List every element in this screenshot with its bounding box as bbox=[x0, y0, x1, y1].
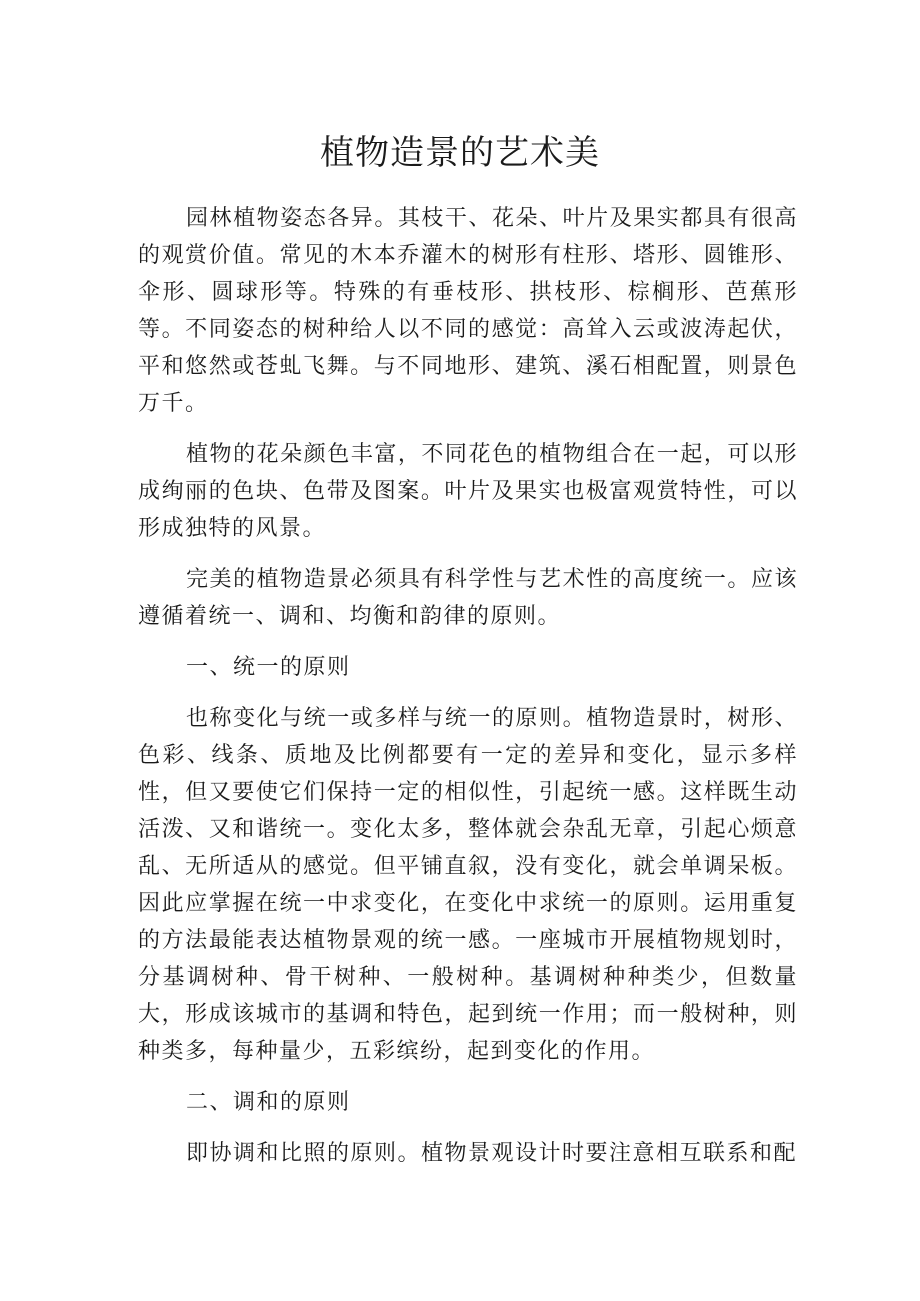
document-title: 植物造景的艺术美 bbox=[320, 133, 600, 173]
paragraph-colors: 植物的花朵颜色丰富，不同花色的植物组合在一起，可以形成绚丽的色块、色带及图案。叶片及果实也极富观赏特性，可以形成独特的风景。 bbox=[138, 442, 798, 541]
paragraph-intro-forms: 园林植物姿态各异。其枝干、花朵、叶片及果实都具有很高的观赏价值。常见的木本乔灌木的树形有柱形、塔形、圆锥形、伞形、圆球形等。特殊的有垂枝形、拱枝形、棕榈形、芭蕉形等。不同姿态的树种给人以不同的感觉：高耸入云或波涛起伏，平和悠然或苍虬飞舞。与不同地形、建筑、溪石相配置，则景色万千。 bbox=[138, 206, 798, 416]
paragraph-unity: 也称变化与统一或多样与统一的原则。植物造景时，树形、色彩、线条、质地及比例都要有一定的差异和变化，显示多样性，但又要使它们保持一定的相似性，引起统一感。这样既生动活泼、又和谐统一。变化太多，整体就会杂乱无章，引起心烦意乱、无所适从的感觉。但平铺直叙，没有变化，就会单调呆板。因此应掌握在统一中求变化，在变化中求统一的原则。运用重复的方法最能表达植物景观的统一感。一座城市开展植物规划时，分基调树种、骨干树种、一般树种。基调树种种类少，但数量大，形成该城市的基调和特色，起到统一作用；而一般树种，则种类多，每种量少，五彩缤纷，起到变化的作用。 bbox=[138, 706, 798, 1064]
section-heading-harmony: 二、调和的原则 bbox=[186, 1090, 351, 1115]
section-heading-unity: 一、统一的原则 bbox=[186, 655, 351, 680]
document-body bbox=[138, 200, 798, 1186]
paragraph-harmony: 即协调和比照的原则。植物景观设计时要注意相互联系和配 bbox=[186, 1141, 798, 1166]
paragraph-principles: 完美的植物造景必须具有科学性与艺术性的高度统一。应该遵循着统一、调和、均衡和韵律的原则。 bbox=[138, 567, 798, 629]
